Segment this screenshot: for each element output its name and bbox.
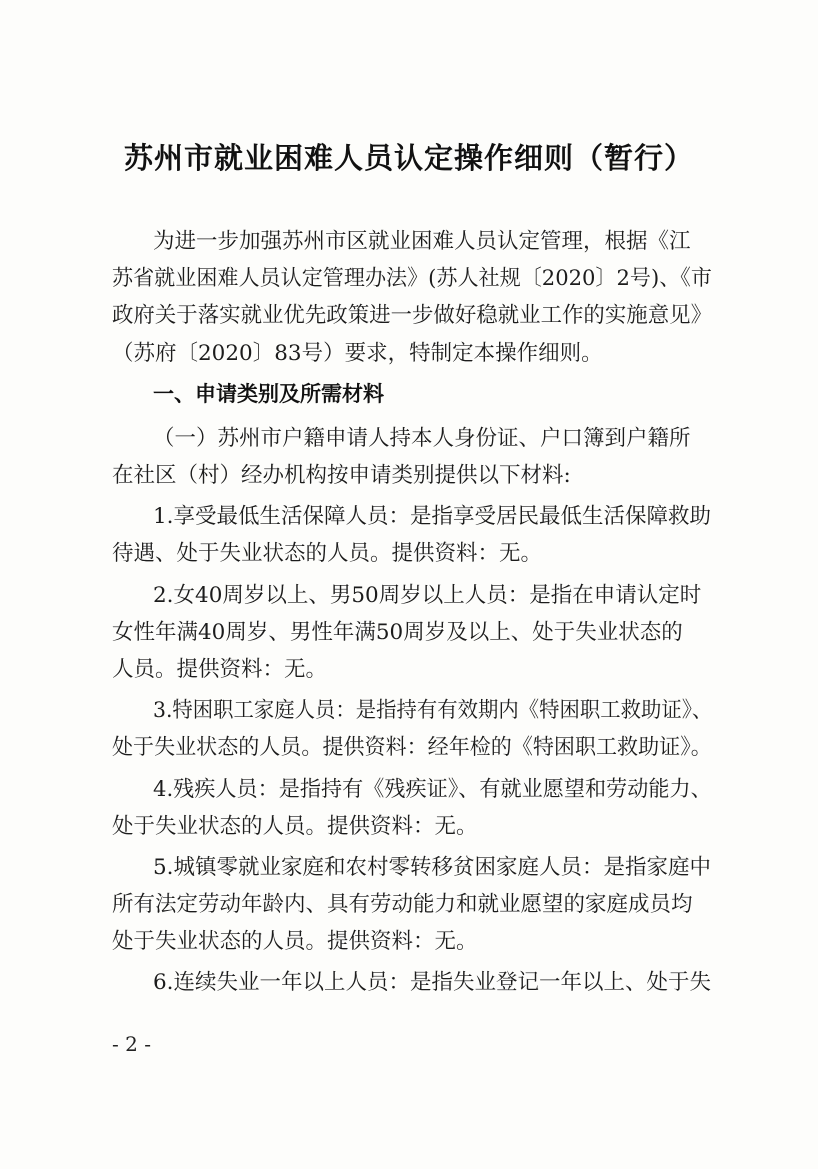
intro-line-2: 苏省就业困难人员认定管理办法》(苏人社规〔2020〕2号)、《市 <box>112 266 712 291</box>
subsection-line-2: 在社区（村）经办机构按申请类别提供以下材料: <box>112 463 571 488</box>
subsection-line-1: （一）苏州市户籍申请人持本人身份证、户口簿到户籍所 <box>153 426 691 451</box>
item-4-line-2: 处于失业状态的人员。提供资料：无。 <box>112 814 478 839</box>
item-1-line-1: 1.享受最低生活保障人员：是指享受居民最低生活保障救助 <box>153 504 712 529</box>
item-5-line-3: 处于失业状态的人员。提供资料：无。 <box>112 929 478 954</box>
item-2-line-3: 人员。提供资料：无。 <box>112 657 328 682</box>
section-heading-1: 一、申请类别及所需材料 <box>153 382 384 406</box>
page-number: - 2 - <box>112 1032 151 1056</box>
document-title: 苏州市就业困难人员认定操作细则（暂行） <box>123 141 694 175</box>
item-1-line-2: 待遇、处于失业状态的人员。提供资料：无。 <box>112 541 543 566</box>
intro-line-3: 政府关于落实就业优先政策进一步做好稳就业工作的实施意见》 <box>112 303 713 328</box>
item-2-line-2: 女性年满40周岁、男性年满50周岁及以上、处于失业状态的 <box>112 620 683 645</box>
intro-line-4: （苏府〔2020〕83号）要求，特制定本操作细则。 <box>112 341 603 366</box>
item-3-line-2: 处于失业状态的人员。提供资料：经年检的《特困职工救助证》。 <box>112 735 712 760</box>
item-5-line-2: 所有法定劳动年龄内、具有劳动能力和就业愿望的家庭成员均 <box>112 892 693 917</box>
item-3-line-1: 3.特困职工家庭人员：是指持有有效期内《特困职工救助证》、 <box>153 698 713 723</box>
intro-line-1: 为进一步加强苏州市区就业困难人员认定管理，根据《江 <box>153 229 691 254</box>
item-6-line-1: 6.连续失业一年以上人员：是指失业登记一年以上、处于失 <box>153 970 712 995</box>
item-2-line-1: 2.女40周岁以上、男50周岁以上人员：是指在申请认定时 <box>153 583 702 608</box>
item-5-line-1: 5.城镇零就业家庭和农村零转移贫困家庭人员：是指家庭中 <box>153 855 712 880</box>
item-4-line-1: 4.残疾人员：是指持有《残疾证》、有就业愿望和劳动能力、 <box>153 777 712 802</box>
